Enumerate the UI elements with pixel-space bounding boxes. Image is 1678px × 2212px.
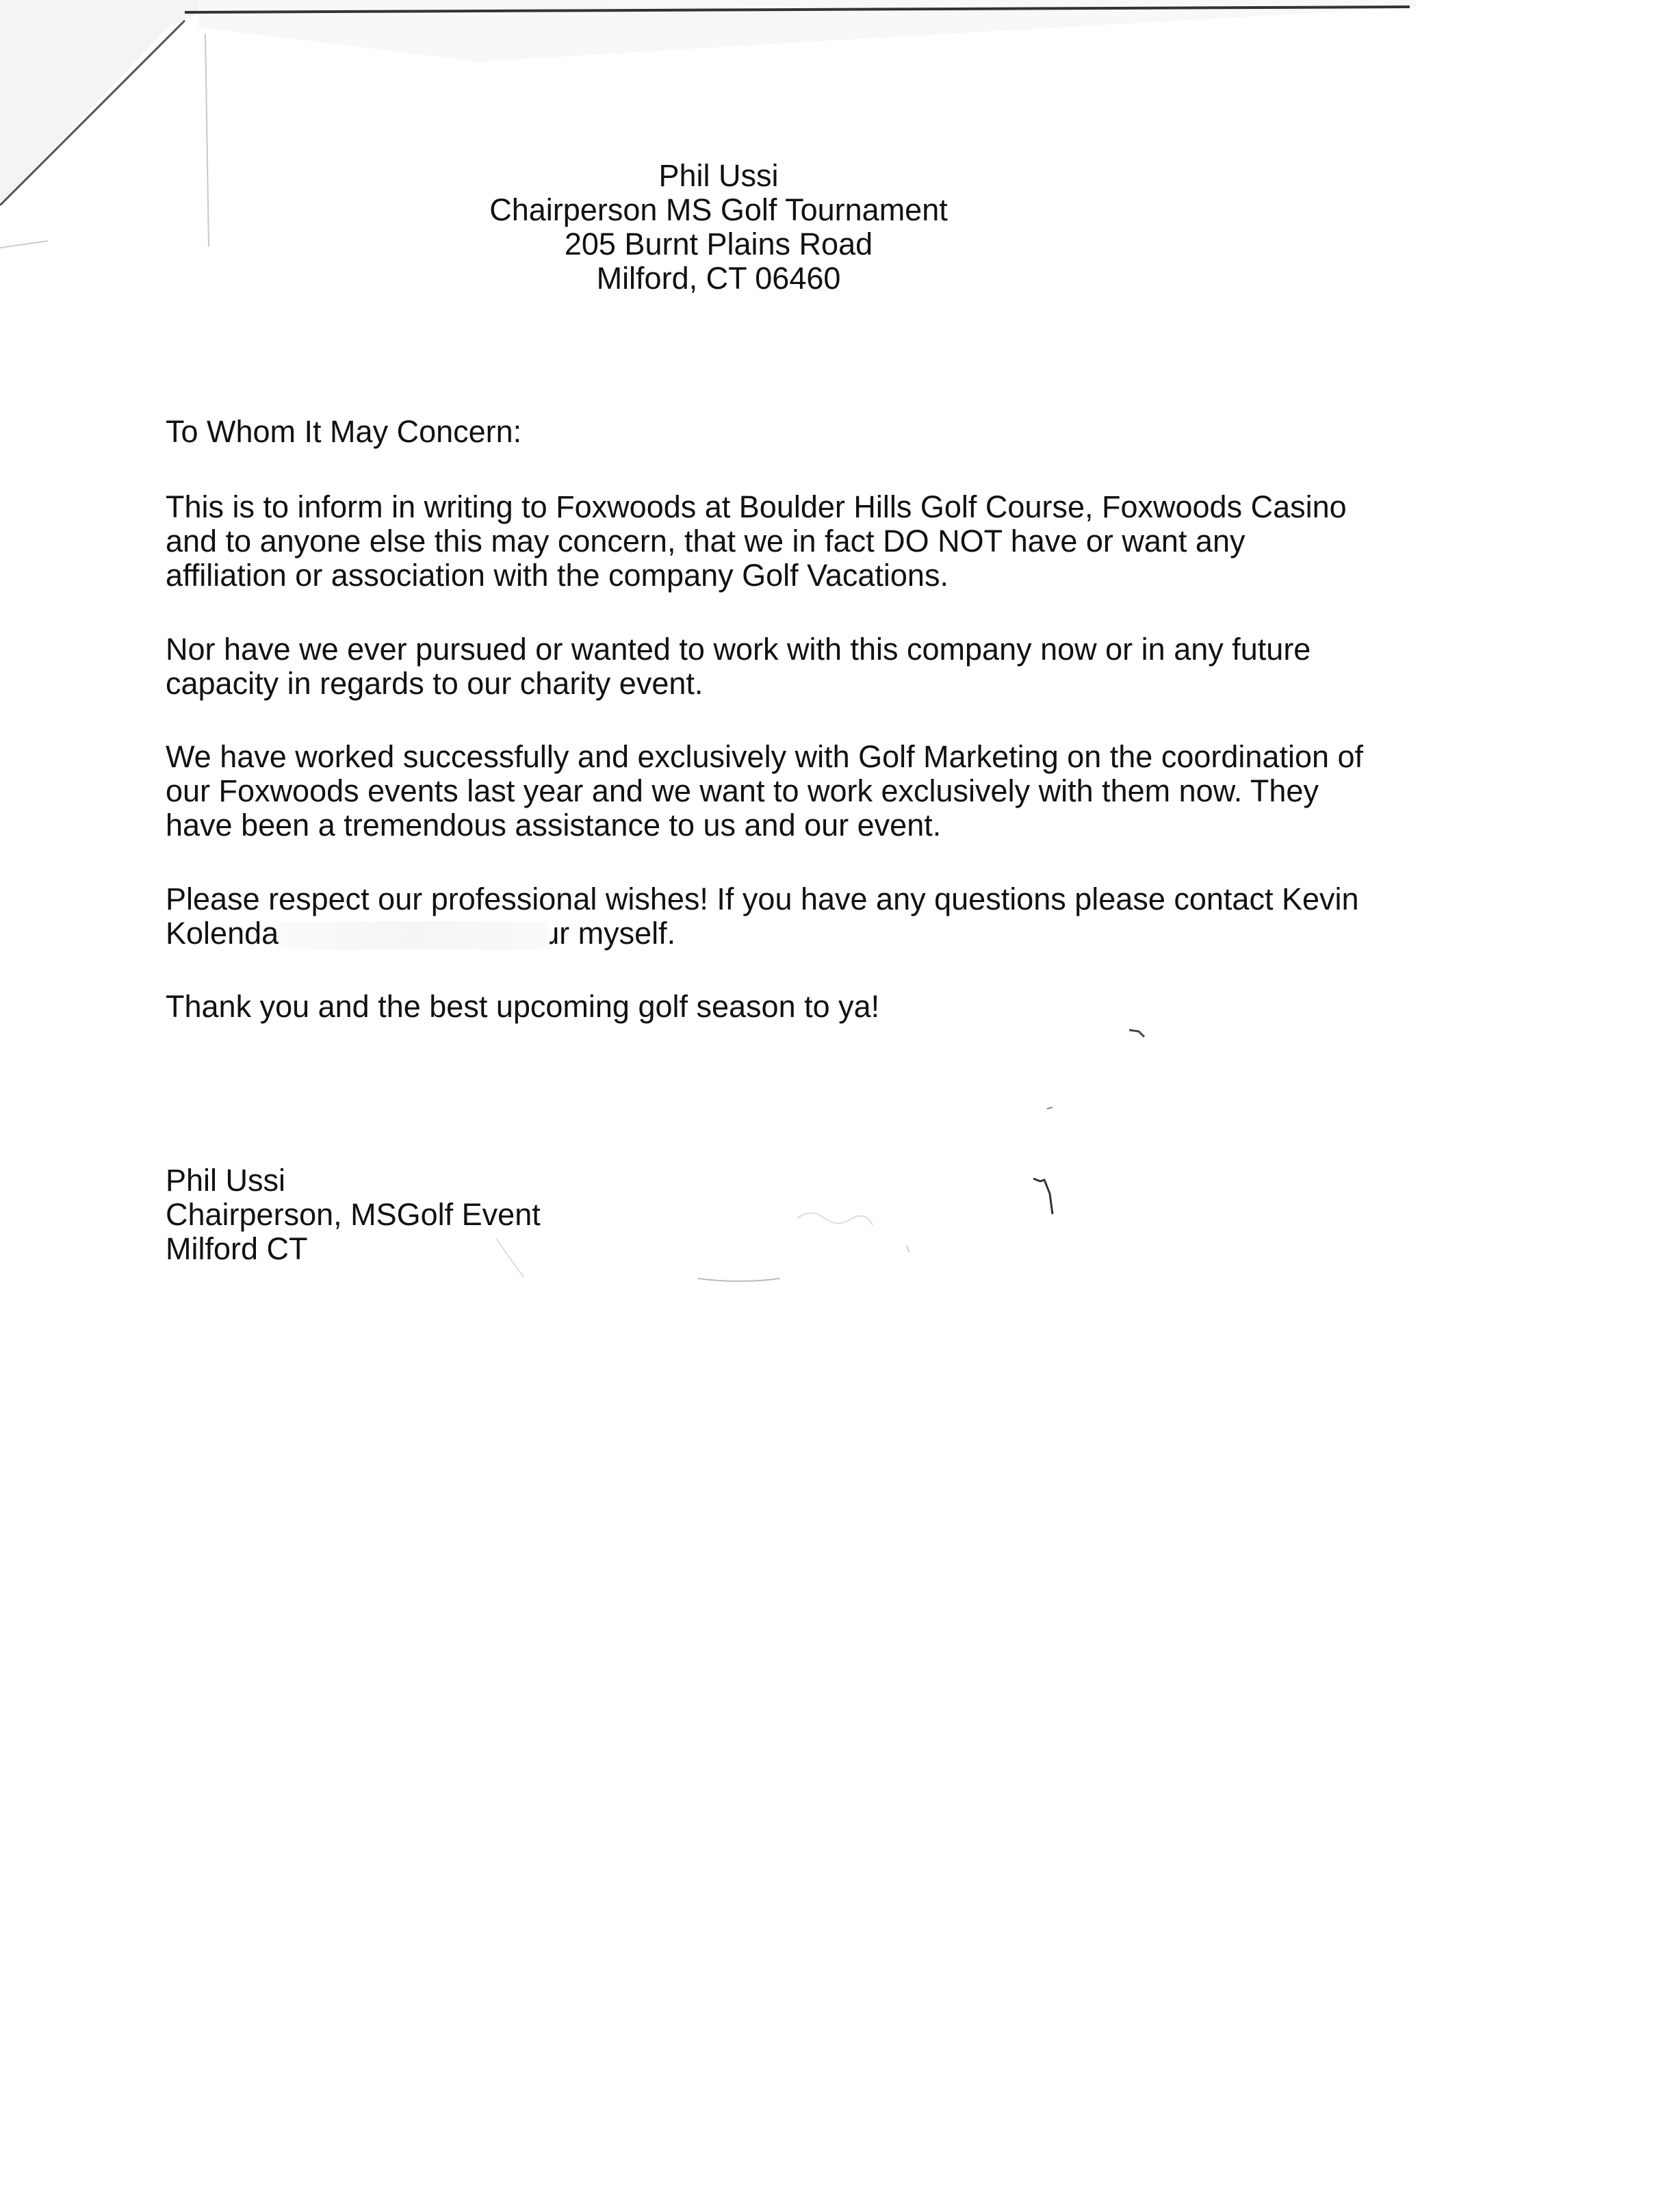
signature-title: Chairperson, MSGolf Event	[166, 1197, 541, 1232]
salutation: To Whom It May Concern:	[166, 414, 522, 449]
paragraph-line: Thank you and the best upcoming golf season to ya!	[166, 989, 880, 1024]
paragraph-line: have been a tremendous assistance to us and our event.	[166, 808, 942, 843]
paragraph-line: capacity in regards to our charity event.	[166, 666, 704, 701]
body-paragraph	[166, 632, 1534, 701]
signature-block	[166, 1163, 541, 1266]
letterhead-city-state-zip: Milford, CT 06460	[596, 261, 841, 296]
contact-closing-text: ɹr myself.	[549, 916, 676, 951]
body-paragraph	[166, 882, 1534, 951]
paragraph-line: We have worked successfully and exclusively with Golf Marketing on the coordination of	[166, 739, 1364, 774]
redacted-contact-info	[279, 922, 549, 949]
body-paragraph	[166, 740, 1534, 843]
contact-name-text: Kolenda	[166, 916, 279, 951]
signature-location: Milford CT	[166, 1231, 308, 1266]
body-paragraph	[166, 490, 1534, 593]
paragraph-line-with-redaction	[166, 916, 1534, 951]
signature-name: Phil Ussi	[166, 1163, 286, 1198]
paragraph-line: our Foxwoods events last year and we want to work exclusively with them now. They	[166, 773, 1319, 808]
letterhead-name: Phil Ussi	[658, 158, 779, 193]
paragraph-line: affiliation or association with the company Golf Vacations.	[166, 558, 948, 593]
paragraph-line: and to anyone else this may concern, that we in fact DO NOT have or want any	[166, 524, 1245, 558]
letterhead-title: Chairperson MS Golf Tournament	[489, 192, 948, 227]
paragraph-line: Please respect our professional wishes! If you have any questions please contact Kevin	[166, 882, 1359, 916]
paragraph-line: Nor have we ever pursued or wanted to work with this company now or in any future	[166, 632, 1311, 667]
paragraph-line: This is to inform in writing to Foxwoods at Boulder Hills Golf Course, Foxwoods Casino	[166, 489, 1347, 524]
letterhead-street: 205 Burnt Plains Road	[564, 227, 873, 261]
body-paragraph	[166, 990, 1534, 1024]
letterhead	[411, 159, 1027, 296]
